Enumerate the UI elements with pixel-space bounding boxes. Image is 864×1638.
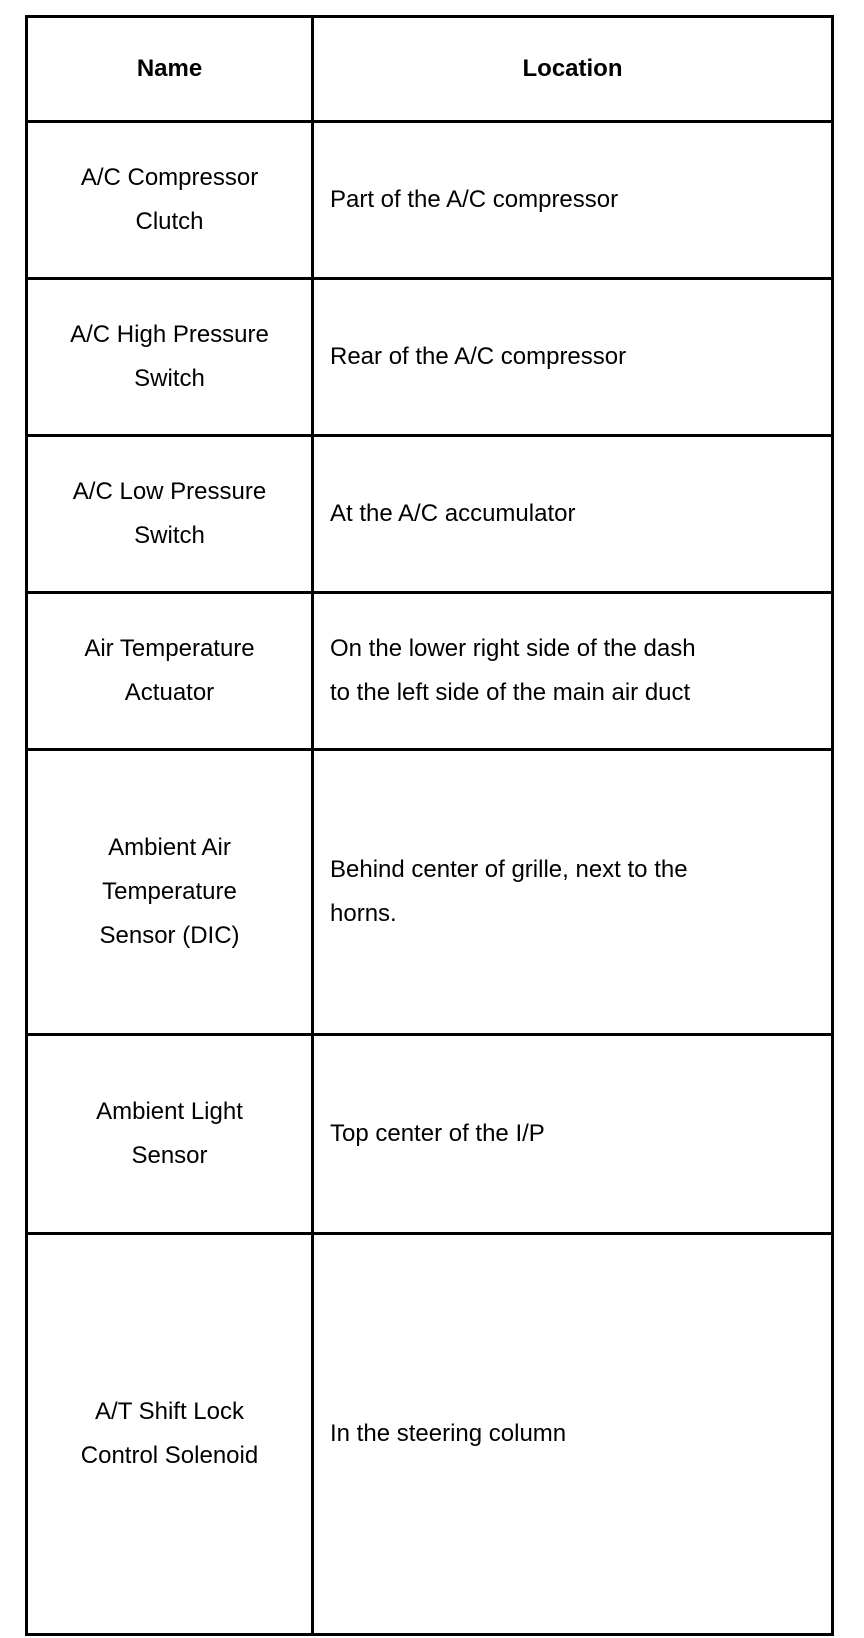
component-name-cell [27, 279, 313, 436]
component-name-line: A/C Low Pressure [72, 478, 267, 505]
component-name-line: Clutch [135, 208, 204, 235]
component-location-cell [313, 122, 833, 279]
component-name-cell [27, 750, 313, 1035]
table-row [27, 1035, 833, 1234]
component-name-line: A/C Compressor [80, 164, 259, 191]
component-location-cell [313, 750, 833, 1035]
component-name-cell [27, 1035, 313, 1234]
component-name-line: Ambient Air [108, 834, 231, 861]
component-name-line: Temperature [102, 878, 237, 905]
component-name-line: Actuator [124, 679, 215, 706]
component-name-line: Control Solenoid [80, 1442, 259, 1469]
table-row [27, 122, 833, 279]
component-location-cell [313, 1234, 833, 1635]
component-location-line: On the lower right side of the dash [330, 635, 696, 662]
component-name-line: Sensor (DIC) [99, 922, 240, 949]
component-name-cell [27, 1234, 313, 1635]
component-location-line: Behind center of grille, next to the [330, 856, 688, 883]
table-row [27, 279, 833, 436]
component-location-table [25, 15, 834, 1636]
component-name-line: Switch [134, 522, 205, 549]
component-location-line: In the steering column [330, 1420, 567, 1447]
component-name-line: Air Temperature [84, 635, 255, 662]
component-name-cell [27, 122, 313, 279]
component-name-line: Sensor [131, 1142, 208, 1169]
component-name-line: Ambient Light [96, 1098, 243, 1125]
component-location-line: At the A/C accumulator [330, 500, 576, 527]
component-location-line: Part of the A/C compressor [330, 186, 619, 213]
table-row [27, 436, 833, 593]
component-name-cell [27, 436, 313, 593]
component-location-cell [313, 593, 833, 750]
table-row [27, 593, 833, 750]
component-location-cell [313, 436, 833, 593]
component-location-cell [313, 279, 833, 436]
table-row [27, 1234, 833, 1635]
component-name-line: A/C High Pressure [70, 321, 269, 348]
header-row [27, 17, 833, 122]
component-location-line: horns. [330, 900, 397, 927]
component-name-cell [27, 593, 313, 750]
table-row [27, 750, 833, 1035]
component-name-line: Switch [134, 365, 205, 392]
component-location-cell [313, 1035, 833, 1234]
column-header-name: Name [27, 17, 313, 122]
component-name-line: A/T Shift Lock [95, 1398, 244, 1425]
component-location-line: Rear of the A/C compressor [330, 343, 627, 370]
column-header-location: Location [313, 17, 833, 122]
component-location-line: Top center of the I/P [330, 1120, 545, 1147]
component-location-line: to the left side of the main air duct [330, 679, 691, 706]
